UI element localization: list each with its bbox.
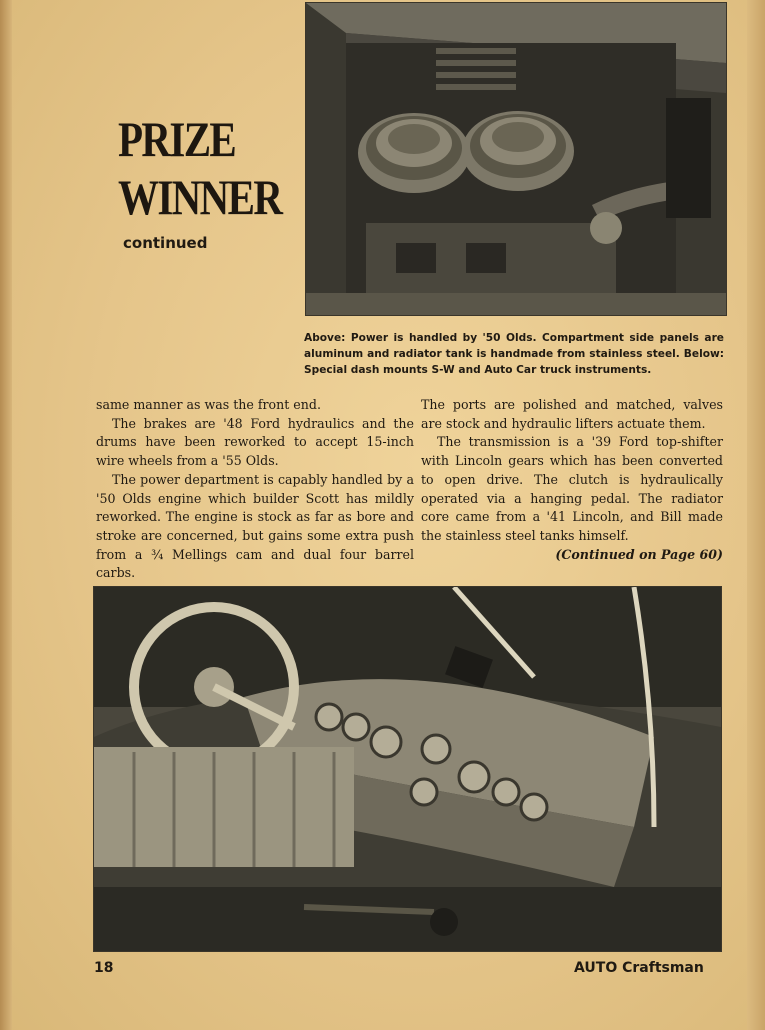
- page-spine-shadow: [0, 0, 12, 1030]
- paragraph: The brakes are '48 Ford hydraulics and the drums have been reworked to accept 15-inch wire wheels from a '55 Olds.: [96, 415, 414, 469]
- body-column-left: [96, 396, 414, 583]
- dashboard-photo: [93, 586, 722, 952]
- paragraph: The power department is capably handled by a '50 Olds engine which builder Scott has mildly reworked. The engine is stock as far as bore and stroke are concerned, but gains some extra push from a ¾ Mellings cam and dual four barrel carbs.: [96, 471, 414, 581]
- title-line-2: WINNER: [118, 169, 282, 225]
- magazine-name: AUTO Craftsman: [574, 960, 704, 976]
- photo-caption: Above: Power is handled by '50 Olds. Compartment side panels are aluminum and radiator tank is handmade from stainless steel. Below: Special dash mounts S-W and Auto Car truck instruments.: [304, 332, 724, 376]
- page-number: 18: [94, 960, 114, 976]
- paragraph: The ports are polished and matched, valves are stock and hydraulic lifters actuate them.: [421, 397, 723, 431]
- paragraph: The transmission is a '39 Ford top-shifter with Lincoln gears which has been converted to open drive. The clutch is hydraulically operated via a hanging pedal. The radiator core came from a '41 Lincoln, and Bill made the stainless steel tanks himself.: [421, 434, 723, 543]
- article-title: [118, 110, 282, 226]
- continued-label: continued: [123, 234, 208, 252]
- engine-compartment-photo: [305, 2, 727, 316]
- paragraph: same manner as was the front end.: [96, 397, 321, 412]
- page-edge: [747, 0, 765, 1030]
- continued-on-page-note: (Continued on Page 60): [555, 546, 723, 562]
- body-column-right: [421, 396, 723, 564]
- title-line-1: PRIZE: [118, 111, 236, 167]
